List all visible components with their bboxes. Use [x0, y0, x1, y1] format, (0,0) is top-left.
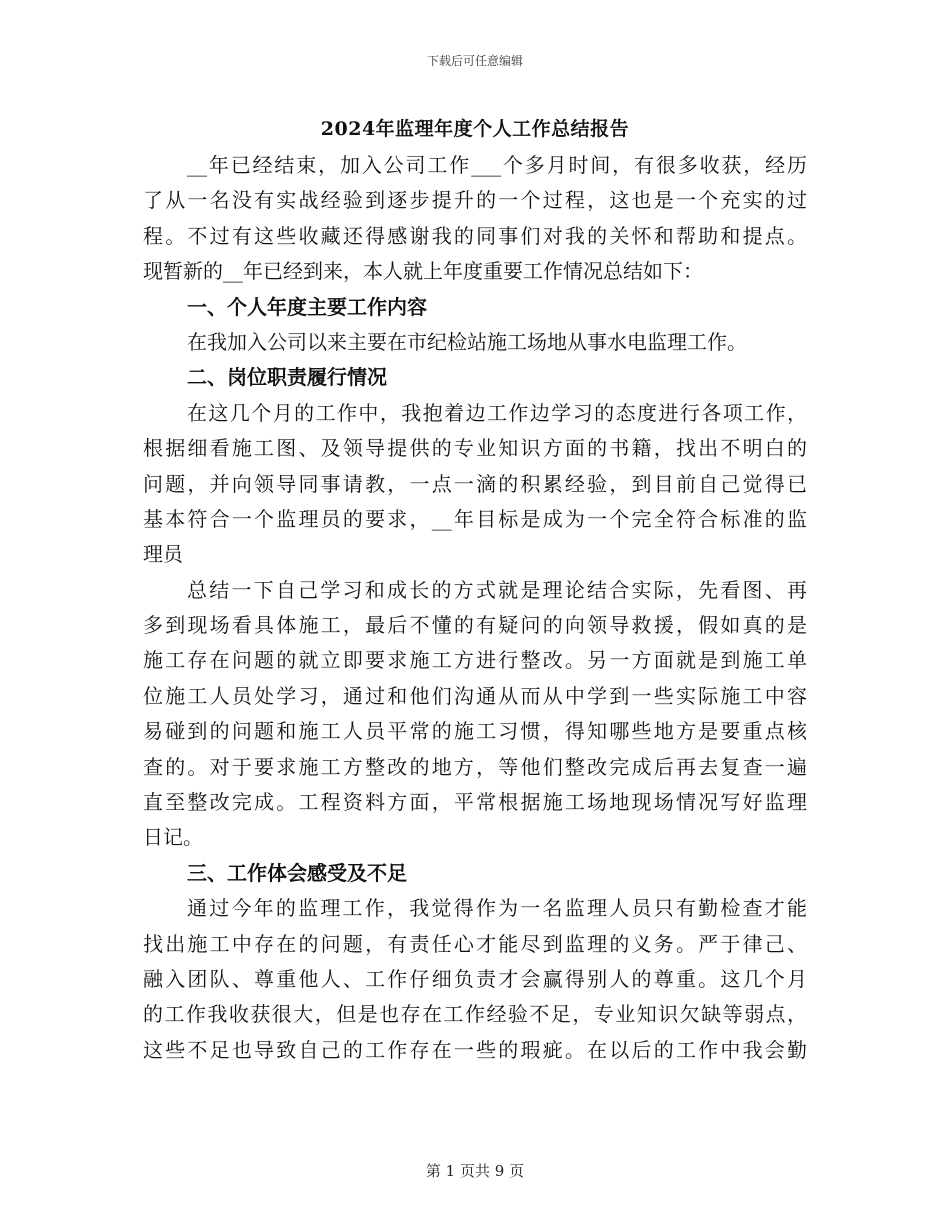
page-header: 下载后可任意编辑	[426, 54, 523, 68]
paragraph-line: 了从一名没有实战经验到逐步提升的一个过程，这也是一个充实的过	[143, 188, 807, 213]
paragraph-line: 直至整改完成。工程资料方面，平常根据施工场地现场情况写好监理	[143, 790, 807, 815]
paragraph-line: 在这几个月的工作中，我抱着边工作边学习的态度进行各项工作，	[187, 400, 807, 425]
paragraph-line: 日记。	[143, 825, 203, 850]
paragraph-line: 融入团队、尊重他人、工作仔细负责才会赢得别人的尊重。这几个月	[143, 966, 807, 991]
paragraph-line: 施工存在问题的就立即要求施工方进行整改。另一方面就是到施工单	[143, 648, 807, 673]
section-heading: 三、工作体会感受及不足	[187, 860, 407, 885]
document-body	[143, 148, 807, 1068]
paragraph-line: 根据细看施工图、及领导提供的专业知识方面的书籍，找出不明白的	[143, 436, 807, 461]
paragraph-line: 总结一下自己学习和成长的方式就是理论结合实际，先看图、再	[187, 577, 807, 602]
paragraph-line: 的工作我收获很大，但是也存在工作经验不足，专业知识欠缺等弱点，	[143, 1002, 807, 1027]
paragraph-line: 程。不过有这些收藏还得感谢我的同事们对我的关怀和帮助和提点。	[143, 223, 807, 248]
paragraph-line: __年已经结束，加入公司工作___个多月时间，有很多收获，经历	[187, 153, 807, 177]
paragraph-line: 理员	[143, 542, 183, 567]
section-heading: 二、岗位职责履行情况	[187, 365, 387, 390]
paragraph-line: 这些不足也导致自己的工作存在一些的瑕疵。在以后的工作中我会勤	[143, 1037, 807, 1062]
paragraph-line: 多到现场看具体施工，最后不懂的有疑问的向领导救援，假如真的是	[143, 613, 807, 638]
paragraph-line: 位施工人员处学习，通过和他们沟通从而从中学到一些实际施工中容	[143, 683, 807, 708]
paragraph-line: 查的。对于要求施工方整改的地方，等他们整改完成后再去复查一遍	[143, 754, 807, 779]
paragraph-line: 问题，并向领导同事请教，一点一滴的积累经验，到目前自己觉得已	[143, 471, 807, 496]
paragraph-line: 基本符合一个监理员的要求，__年目标是成为一个完全符合标准的监	[143, 506, 807, 531]
paragraph-line: 在我加入公司以来主要在市纪检站施工场地从事水电监理工作。	[187, 329, 747, 354]
document-title: 2024年监理年度个人工作总结报告	[320, 118, 630, 140]
paragraph-line: 现暂新的__年已经到来，本人就上年度重要工作情况总结如下：	[143, 259, 703, 284]
paragraph-line: 找出施工中存在的问题，有责任心才能尽到监理的义务。严于律己、	[143, 931, 807, 956]
paragraph-line: 易碰到的问题和施工人员平常的施工习惯，得知哪些地方是要重点核	[143, 719, 807, 744]
paragraph-line: 通过今年的监理工作，我觉得作为一名监理人员只有勤检查才能	[187, 896, 807, 921]
page-footer: 第 1 页共 9 页	[425, 1162, 525, 1180]
section-heading: 一、个人年度主要工作内容	[187, 294, 427, 319]
